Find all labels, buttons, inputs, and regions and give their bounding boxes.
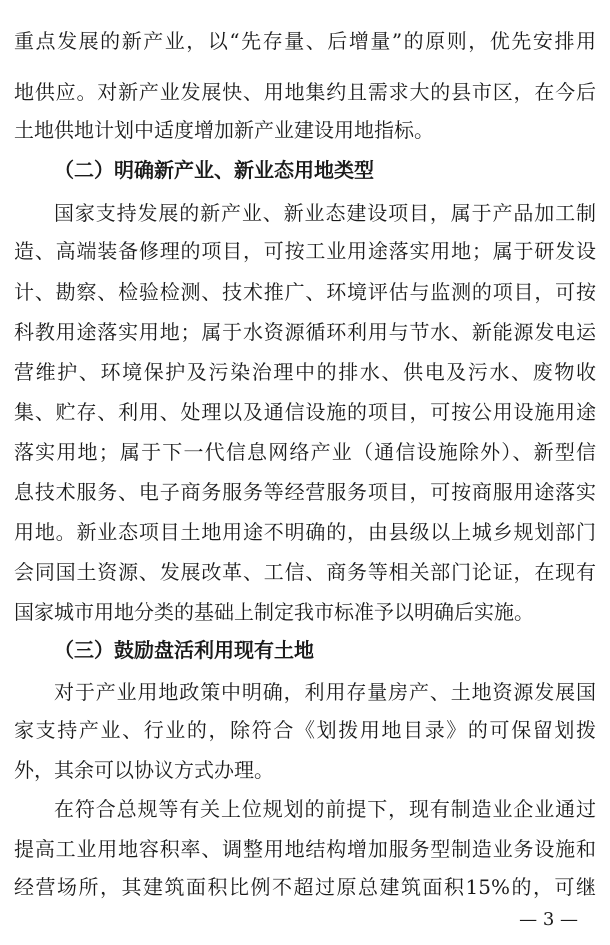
body-text-line: 营维护、环境保护及污染治理中的排水、供电及污水、废物收 — [14, 360, 596, 384]
body-text-line: 计、勘察、检验检测、技术推广、环境评估与监测的项目，可按 — [14, 280, 596, 304]
body-text-line: 造、高端装备修理的项目，可按工业用途落实用地；属于研发设 — [14, 239, 596, 263]
section-heading-2: （二）明确新产业、新业态用地类型 — [54, 158, 374, 182]
body-text-line: 国家城市用地分类的基础上制定我市标准予以明确后实施。 — [14, 600, 534, 624]
body-text-line: 集、贮存、利用、处理以及通信设施的项目，可按公用设施用途 — [14, 400, 596, 424]
page-number: — 3 — — [519, 909, 578, 930]
section-heading-3: （三）鼓励盘活利用现有土地 — [54, 638, 314, 662]
body-text-line: 用地。新业态项目土地用途不明确的，由县级以上城乡规划部门 — [14, 520, 596, 544]
body-text-line: 重点发展的新产业，以“先存量、后增量”的原则，优先安排用 — [14, 29, 596, 53]
body-text-line: 地供应。对新产业发展快、用地集约且需求大的县市区，在今后 — [14, 80, 596, 104]
body-text-line: 息技术服务、电子商务服务等经营服务项目，可按商服用途落实 — [14, 480, 596, 504]
body-text-line: 会同国土资源、发展改革、工信、商务等相关部门论证，在现有 — [14, 560, 596, 584]
body-text-line: 土地供地计划中适度增加新产业建设用地指标。 — [14, 118, 434, 142]
body-text-line: 在符合总规等有关上位规划的前提下，现有制造业企业通过 — [54, 797, 596, 821]
body-text-line: 科教用途落实用地；属于水资源循环利用与节水、新能源发电运 — [14, 320, 596, 344]
body-text-line: 经营场所，其建筑面积比例不超过原总建筑面积15%的，可继 — [14, 875, 596, 899]
body-text-line: 提高工业用地容积率、调整用地结构增加服务型制造业务设施和 — [14, 837, 596, 861]
body-text-line: 家支持产业、行业的，除符合《划拨用地目录》的可保留划拨 — [14, 718, 596, 742]
body-text-line: 外，其余可以协议方式办理。 — [14, 758, 274, 782]
body-text-line: 对于产业用地政策中明确，利用存量房产、土地资源发展国 — [54, 680, 596, 704]
body-text-line: 落实用地；属于下一代信息网络产业（通信设施除外）、新型信 — [14, 440, 596, 464]
body-text-line: 国家支持发展的新产业、新业态建设项目，属于产品加工制 — [54, 201, 596, 225]
